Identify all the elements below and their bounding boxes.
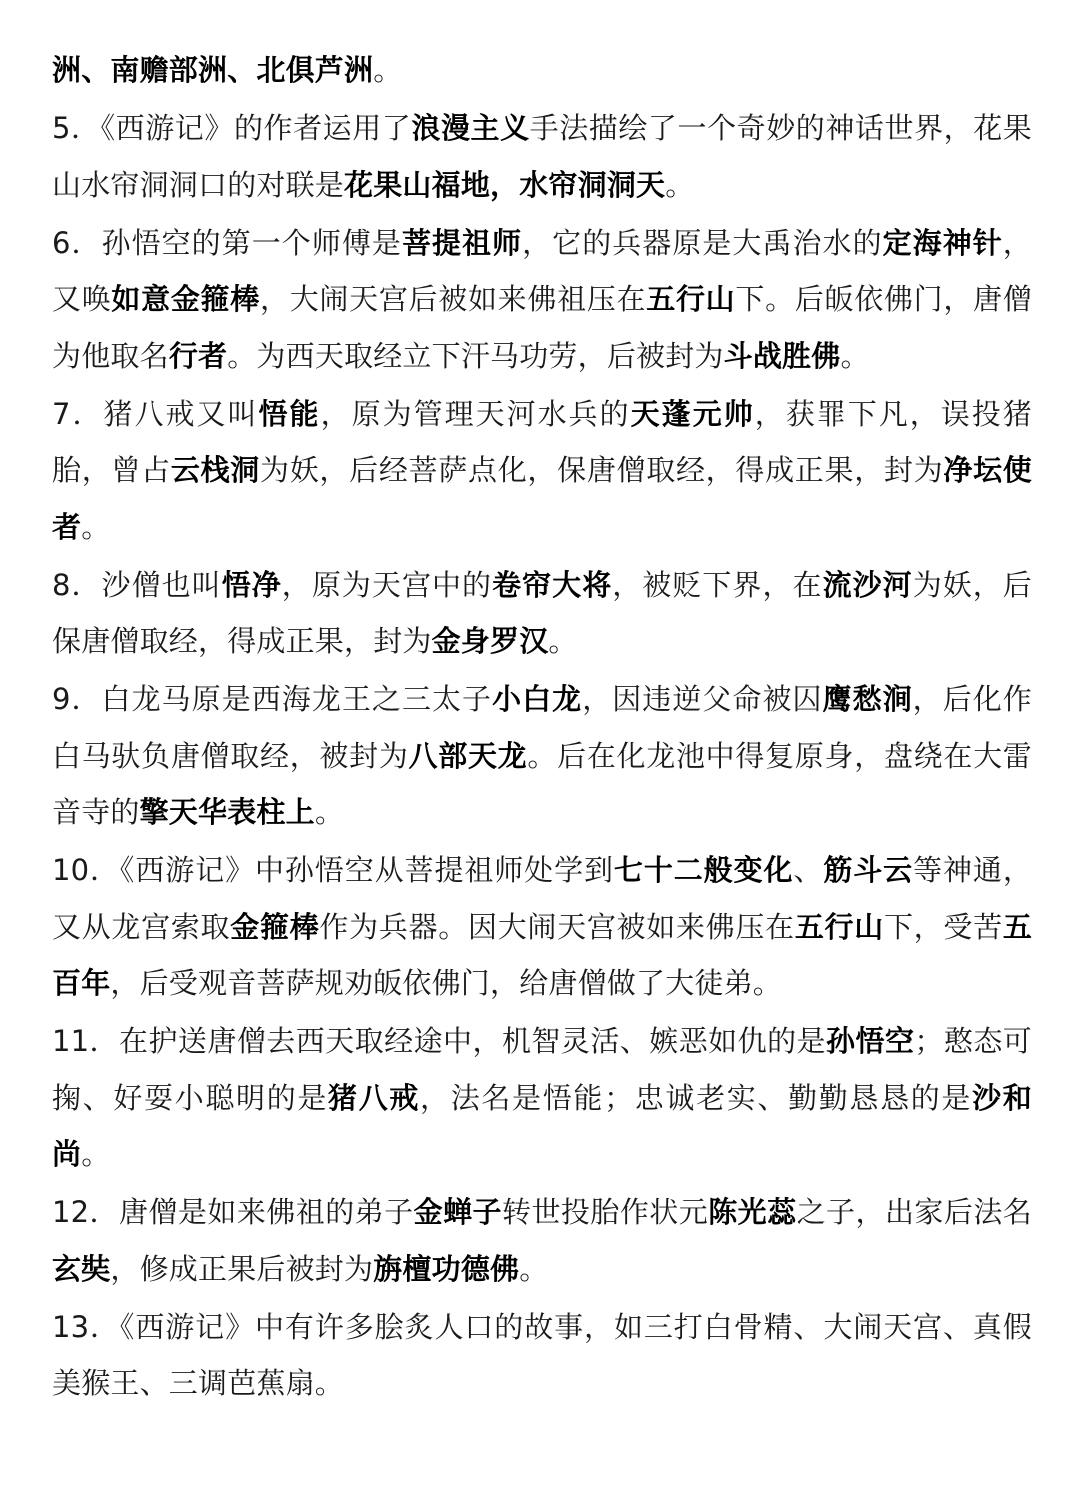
bold-text-segment: 沙和尚 — [52, 1080, 1032, 1171]
text-segment: 。 — [548, 624, 578, 658]
bold-text-segment: 净坛使者 — [52, 453, 1032, 544]
paragraph-9 — [52, 671, 1032, 841]
bold-text-segment: 悟能 — [258, 396, 321, 431]
bold-text-segment: 流沙河 — [822, 567, 913, 602]
text-segment: 。 — [373, 53, 403, 87]
bold-text-segment: 天蓬元帅 — [630, 396, 755, 431]
bold-text-segment: 斗战胜佛 — [723, 338, 841, 373]
text-segment: ，原为管理天河水兵的 — [320, 396, 631, 431]
bold-text-segment: 猪八戒 — [328, 1080, 421, 1115]
bold-text-segment: 悟净 — [221, 567, 282, 602]
bold-text-segment: 菩提祖师 — [401, 225, 523, 260]
text-segment: 10．《西游记》中孙悟空从菩提祖师处学到 — [52, 853, 614, 887]
paragraph-8 — [52, 557, 1032, 670]
text-segment: 下，受苦 — [883, 909, 1003, 944]
text-segment: 。 — [665, 167, 695, 202]
bold-text-segment: 五行山 — [794, 909, 884, 944]
paragraph-5 — [52, 100, 1032, 213]
bold-text-segment: 如意金箍棒 — [111, 282, 260, 316]
text-segment: 为妖，后经菩萨点化，保唐僧取经，得成正果，封为 — [260, 453, 944, 487]
text-segment: 9．白龙马原是西海龙王之三太子 — [52, 682, 493, 716]
document-page — [52, 42, 1032, 1413]
text-segment: 作为兵器。因大闹天宫被如来佛压在 — [319, 909, 795, 944]
text-segment: ，大闹天宫后被如来佛祖压在 — [259, 282, 647, 316]
text-segment: ，被贬下界，在 — [612, 567, 823, 602]
text-segment: 。 — [840, 338, 870, 373]
paragraph-4-tail — [52, 42, 1032, 99]
text-segment: 5．《西游记》的作者运用了 — [52, 111, 412, 145]
paragraph-13 — [52, 1299, 1032, 1412]
text-segment: 。后在化龙池中得复原身，盘绕在大雷音寺的 — [52, 738, 1032, 829]
paragraph-11 — [52, 1013, 1032, 1183]
bold-text-segment: 陈光蕊 — [708, 1195, 797, 1229]
bold-text-segment: 小白龙 — [492, 682, 583, 716]
paragraph-7 — [52, 386, 1032, 556]
text-segment: 6．孙悟空的第一个师傅是 — [52, 225, 402, 260]
bold-text-segment: 行者 — [168, 338, 228, 373]
text-segment: 。为西天取经立下汗马功劳，后被封为 — [227, 338, 724, 373]
paragraph-10 — [52, 842, 1032, 1012]
bold-text-segment: 五行山 — [646, 282, 736, 316]
text-segment: ，后化作白马驮负唐僧取经，被封为 — [52, 682, 1032, 773]
text-segment: 等神通，又从龙宫索取 — [52, 853, 1033, 944]
bold-text-segment: 金身罗汉 — [431, 624, 549, 658]
text-segment: ，又唤 — [52, 225, 1032, 316]
text-segment: ，后受观音菩萨规劝皈依佛门，给唐僧做了大徒弟。 — [110, 966, 783, 1000]
text-segment: ，它的兵器原是大禹治水的 — [522, 225, 883, 260]
text-segment: 下。后皈依佛门，唐僧为他取名 — [52, 282, 1032, 373]
bold-text-segment: 卷帘大将 — [492, 567, 613, 602]
text-segment: 转世投胎作状元 — [501, 1195, 709, 1229]
text-segment: 12．唐僧是如来佛祖的弟子 — [52, 1195, 414, 1229]
text-segment: 11．在护送唐僧去西天取经途中，机智灵活、嫉恶如仇的是 — [52, 1024, 827, 1058]
bold-text-segment: 鹰愁涧 — [822, 682, 913, 716]
text-segment: 。 — [519, 1251, 549, 1286]
text-segment: ；憨态可掬、好耍小聪明的是 — [52, 1024, 1032, 1115]
bold-text-segment: 八部天龙 — [408, 738, 528, 773]
bold-text-segment: 金箍棒 — [230, 909, 320, 944]
bold-text-segment: 七十二般变化 — [613, 853, 794, 887]
bold-text-segment: 洲、南赡部洲、北俱芦洲 — [52, 53, 374, 87]
bold-text-segment: 玄奘 — [52, 1251, 111, 1286]
paragraph-6 — [52, 215, 1032, 385]
bold-text-segment: 擎天华表柱上 — [139, 795, 315, 829]
text-segment: 之子，出家后法名 — [796, 1195, 1032, 1229]
bold-text-segment: 筋斗云 — [823, 853, 914, 887]
text-segment: ，因违逆父命被囚 — [582, 682, 823, 716]
text-segment: ，修成正果后被封为 — [110, 1251, 374, 1286]
bold-text-segment: 定海神针 — [882, 225, 1003, 260]
text-segment: 。 — [81, 1137, 111, 1171]
bold-text-segment: 云栈洞 — [170, 453, 260, 487]
text-segment: ，原为天宫中的 — [281, 567, 493, 602]
bold-text-segment: 金蝉子 — [413, 1195, 502, 1229]
bold-text-segment: 孙悟空 — [826, 1024, 915, 1058]
text-segment: ，法名是悟能；忠诚老实、勤勤恳恳的是 — [420, 1080, 973, 1115]
text-segment: 7．猪八戒又叫 — [52, 396, 259, 431]
text-segment: 、 — [793, 853, 824, 887]
bold-text-segment: 五百年 — [52, 909, 1033, 1000]
text-segment: 。 — [81, 509, 111, 544]
bold-text-segment: 浪漫主义 — [411, 111, 530, 145]
text-segment: 手法描绘了一个奇妙的神话世界，花果山水帘洞洞口的对联是 — [52, 111, 1032, 202]
text-segment: 8．沙僧也叫 — [52, 567, 222, 602]
bold-text-segment: 花果山福地，水帘洞洞天 — [344, 167, 666, 202]
text-segment: 为妖，后保唐僧取经，得成正果，封为 — [52, 567, 1033, 658]
bold-text-segment: 旃檀功德佛 — [373, 1251, 520, 1286]
text-segment: 。 — [314, 795, 345, 829]
paragraph-12 — [52, 1184, 1032, 1297]
text-segment: ，获罪下凡，误投猪胎，曾占 — [52, 396, 1032, 487]
text-segment: 13．《西游记》中有许多脍炙人口的故事，如三打白骨精、大闹天宫、真假美猴王、三调芭蕉扇。 — [52, 1309, 1032, 1400]
